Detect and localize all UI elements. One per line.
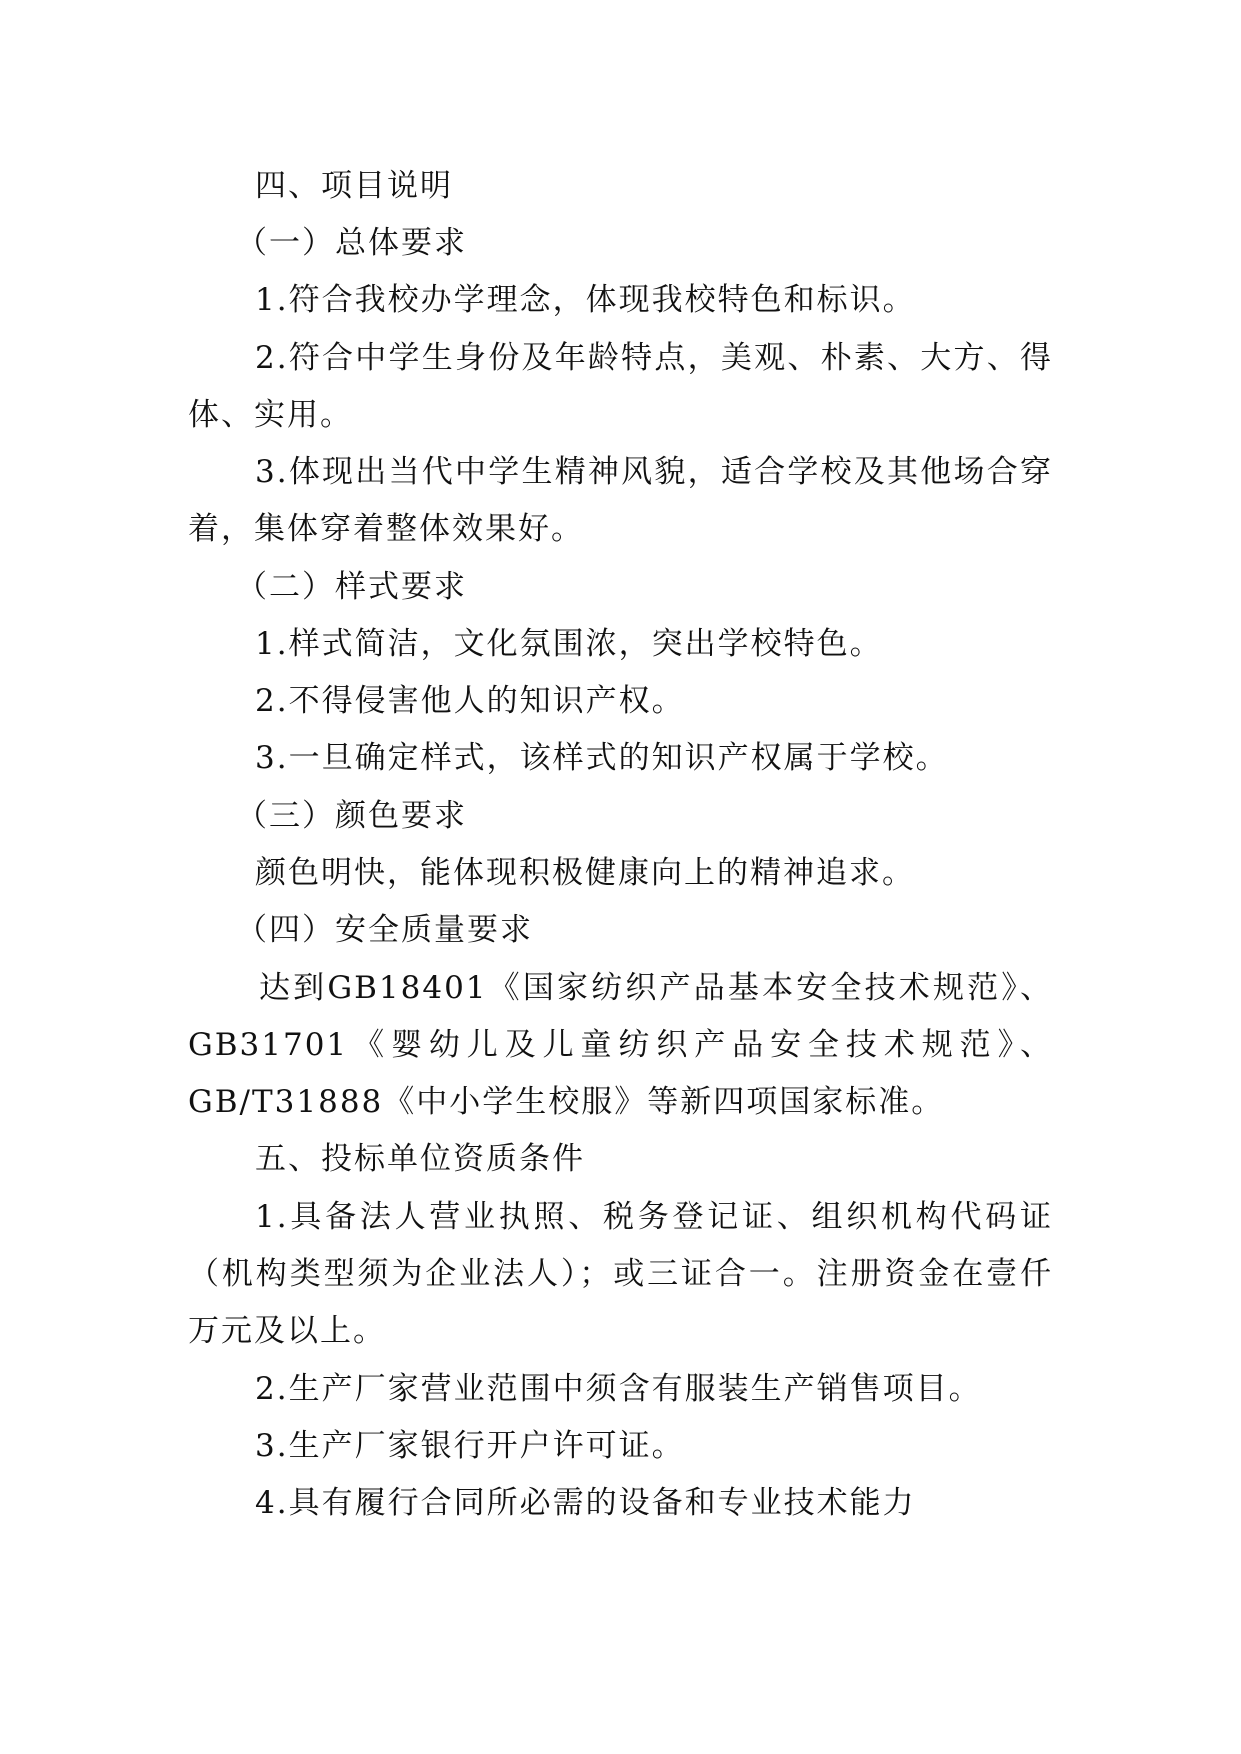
- paragraph-line: （机构类型须为企业法人）；或三证合一。注册资金在壹仟: [188, 1256, 1053, 1292]
- section-heading-project-description: 四、项目说明: [255, 168, 453, 204]
- paragraph-line: 着，集体穿着整体效果好。: [188, 511, 584, 547]
- subheading-color-requirements: （三）颜色要求: [236, 798, 467, 834]
- paragraph-line: 2.生产厂家营业范围中须含有服装生产销售项目。: [255, 1371, 982, 1407]
- subheading-safety-quality-requirements: （四）安全质量要求: [236, 912, 533, 948]
- paragraph-line: 体、实用。: [188, 397, 353, 433]
- section-heading-bidder-qualifications: 五、投标单位资质条件: [255, 1141, 585, 1177]
- paragraph-line: 1.具备法人营业执照、税务登记证、组织机构代码证: [255, 1199, 1053, 1235]
- paragraph-line: 1.符合我校办学理念，体现我校特色和标识。: [255, 282, 916, 318]
- paragraph-line: 达到GB18401《国家纺织产品基本安全技术规范》、: [259, 970, 1053, 1006]
- subheading-general-requirements: （一）总体要求: [236, 225, 467, 261]
- subheading-style-requirements: （二）样式要求: [236, 569, 467, 605]
- paragraph-line: GB31701《婴幼儿及儿童纺织产品安全技术规范》、: [188, 1027, 1053, 1063]
- paragraph-line: 1.样式简洁，文化氛围浓，突出学校特色。: [255, 626, 883, 662]
- paragraph-line: 3.生产厂家银行开户许可证。: [255, 1428, 685, 1464]
- paragraph-line: GB/T31888《中小学生校服》等新四项国家标准。: [188, 1084, 945, 1120]
- paragraph-line: 2.不得侵害他人的知识产权。: [255, 683, 685, 719]
- paragraph-line: 3.一旦确定样式，该样式的知识产权属于学校。: [255, 740, 949, 776]
- paragraph-line: 2.符合中学生身份及年龄特点，美观、朴素、大方、得: [255, 340, 1053, 376]
- paragraph-line: 3.体现出当代中学生精神风貌，适合学校及其他场合穿: [255, 454, 1053, 490]
- paragraph-line: 4.具有履行合同所必需的设备和专业技术能力: [255, 1485, 916, 1521]
- paragraph-line: 万元及以上。: [188, 1313, 386, 1349]
- paragraph-line: 颜色明快，能体现积极健康向上的精神追求。: [255, 855, 915, 891]
